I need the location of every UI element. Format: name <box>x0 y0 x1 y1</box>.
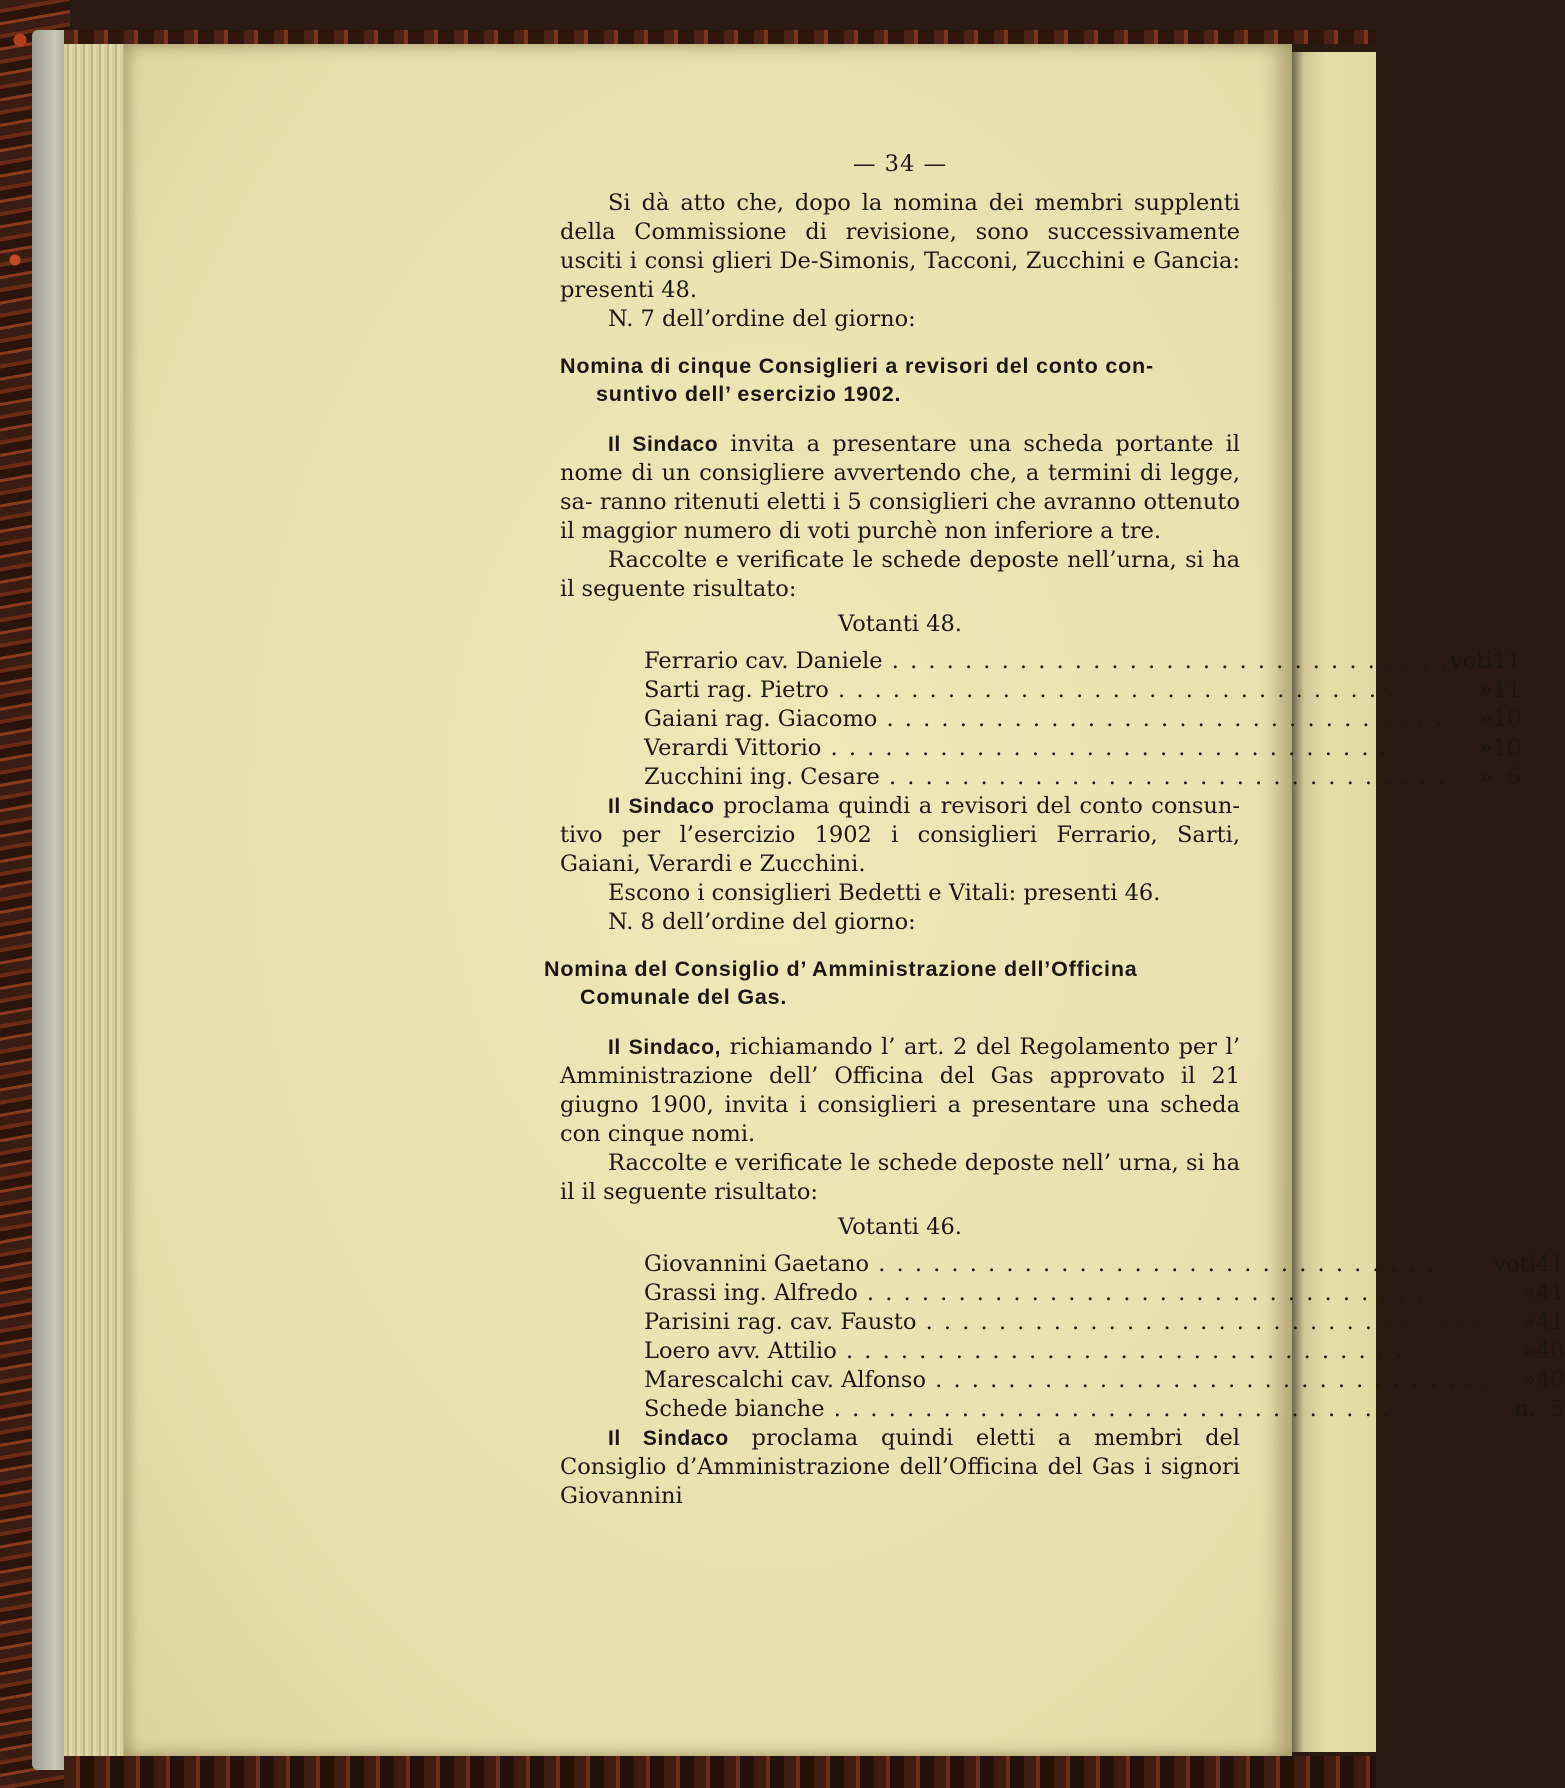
vote-row <box>644 763 1521 792</box>
vote-mark: » <box>1478 764 1493 790</box>
vote-row <box>644 734 1521 763</box>
candidate-name: Sarti rag. Pietro . . . <box>644 676 1450 705</box>
candidate-name: Schede bianche . . . <box>644 1395 1493 1424</box>
candidate-name: Verardi Vittorio . . . <box>644 734 1450 763</box>
page-number: — 34 — <box>853 151 947 177</box>
vote-count: 5 <box>1550 1396 1565 1422</box>
vote-mark: » <box>1478 735 1493 761</box>
heading-line: Comunale del Gas. <box>580 985 788 1009</box>
vote-count: 11 <box>1492 677 1522 703</box>
vote-results-table <box>644 647 1521 792</box>
vote-row <box>644 705 1521 734</box>
vote-row <box>644 1366 1565 1395</box>
vote-count: 10 <box>1492 735 1522 761</box>
vote-count: 41 <box>1535 1309 1565 1335</box>
votanti-count: Votanti 46. <box>838 1214 962 1240</box>
text-column <box>544 150 1565 1511</box>
speaker-label: Il Sindaco <box>608 795 715 818</box>
vote-count: 41 <box>1535 1251 1565 1277</box>
candidate-name: Giovannini Gaetano . . . <box>644 1250 1493 1279</box>
vote-mark: » <box>1522 1338 1536 1364</box>
vote-row <box>644 1279 1565 1308</box>
vote-count: 11 <box>1492 648 1522 674</box>
heading-line: suntivo dell’ esercizio 1902. <box>596 382 902 406</box>
candidate-name: Zucchini ing. Cesare . . . <box>644 763 1450 792</box>
paragraph-commission: Si dà atto che, dopo la nomina dei membri supplenti della Commissione di revisione, sono successivamente usciti i consi glieri De-Simonis, Tacconi, Zucchini e Gancia: presenti 48. <box>560 190 1240 303</box>
vote-count: 40 <box>1535 1338 1565 1364</box>
agenda-item-8: N. 8 dell’ordine del giorno: <box>608 909 916 935</box>
paragraph-sindaco-richiamando <box>560 1033 1240 1149</box>
paragraph-text: richiamando l’ art. 2 del Regolamento per l’ Amministrazione dell’ Officina del Gas approvato il 21 giugno 1900, invita i consiglieri a presentare una scheda con cinque nomi. <box>560 1034 1241 1147</box>
paragraph-text: invita a presentare una scheda portante il nome di un consigliere avvertendo che, a termini di legge, sa- ranno ritenuti eletti i 5 consiglieri che avranno ottenuto il maggior numero di voti purchè non inferiore a tre. <box>560 431 1241 544</box>
vote-results-table <box>644 1250 1565 1424</box>
vote-mark: » <box>1522 1309 1536 1335</box>
vote-count: 10 <box>1492 706 1522 732</box>
paragraph-escono: Escono i consiglieri Bedetti e Vitali: presenti 46. <box>608 880 1161 906</box>
vote-mark: » <box>1522 1280 1536 1306</box>
vote-row <box>644 1250 1565 1279</box>
paragraph-sindaco-proclama <box>560 792 1240 879</box>
vote-count: 40 <box>1535 1367 1565 1393</box>
speaker-label: Il Sindaco, <box>608 1036 722 1059</box>
binding-bottom <box>64 1756 1376 1788</box>
vote-mark: » <box>1478 706 1493 732</box>
candidate-name: Loero avv. Attilio . . . <box>644 1337 1493 1366</box>
vote-row <box>644 676 1521 705</box>
binding-top <box>64 30 1376 44</box>
vote-mark: n. <box>1514 1396 1536 1422</box>
vote-row <box>644 1308 1565 1337</box>
vote-mark: » <box>1522 1367 1536 1393</box>
vote-mark: » <box>1478 677 1493 703</box>
paragraph-text: proclama quindi a revisori del conto consun- tivo per l’esercizio 1902 i consiglieri Ferrario, Sarti, Gaiani, Verardi e Zucchini. <box>560 793 1241 877</box>
speaker-label: Il Sindaco <box>608 1427 729 1450</box>
heading-line: Nomina di cinque Consiglieri a revisori del conto con- <box>560 354 1154 378</box>
votanti-count: Votanti 48. <box>838 611 962 637</box>
paragraph-sindaco-invita <box>560 430 1240 546</box>
paragraph-text: proclama quindi eletti a membri del Consiglio d’Amministrazione dell’Officina del Gas i signori Giovannini <box>560 1425 1240 1509</box>
agenda-item-7: N. 7 dell’ordine del giorno: <box>608 306 916 332</box>
vote-row <box>644 1395 1565 1424</box>
vote-row <box>644 1337 1565 1366</box>
section-heading-revisori <box>560 352 1240 408</box>
paragraph-sindaco-proclama-2 <box>560 1424 1240 1511</box>
candidate-name: Grassi ing. Alfredo . . . <box>644 1279 1493 1308</box>
vote-count: 41 <box>1535 1280 1565 1306</box>
candidate-name: Parisini rag. cav. Fausto . . . <box>644 1308 1493 1337</box>
candidate-name: Marescalchi cav. Alfonso . . . <box>644 1366 1493 1395</box>
vote-mark: voti <box>1493 1251 1536 1277</box>
paragraph-raccolte-2: Raccolte e verificate le schede deposte nell’ urna, si ha il il seguente risultato: <box>560 1150 1240 1205</box>
vote-mark: voti <box>1450 648 1493 674</box>
candidate-name: Ferrario cav. Daniele . . . <box>644 647 1450 676</box>
section-heading-officina <box>544 955 1240 1011</box>
candidate-name: Gaiani rag. Giacomo . . . <box>644 705 1450 734</box>
vote-count: 6 <box>1506 764 1522 790</box>
vote-row <box>644 647 1521 676</box>
speaker-label: Il Sindaco <box>608 433 719 456</box>
adjacent-page <box>1292 52 1376 1752</box>
heading-line: Nomina del Consiglio d’ Amministrazione dell’Officina <box>544 957 1138 981</box>
paragraph-raccolte: Raccolte e verificate le schede deposte nell’urna, si ha il seguente risultato: <box>560 547 1240 602</box>
